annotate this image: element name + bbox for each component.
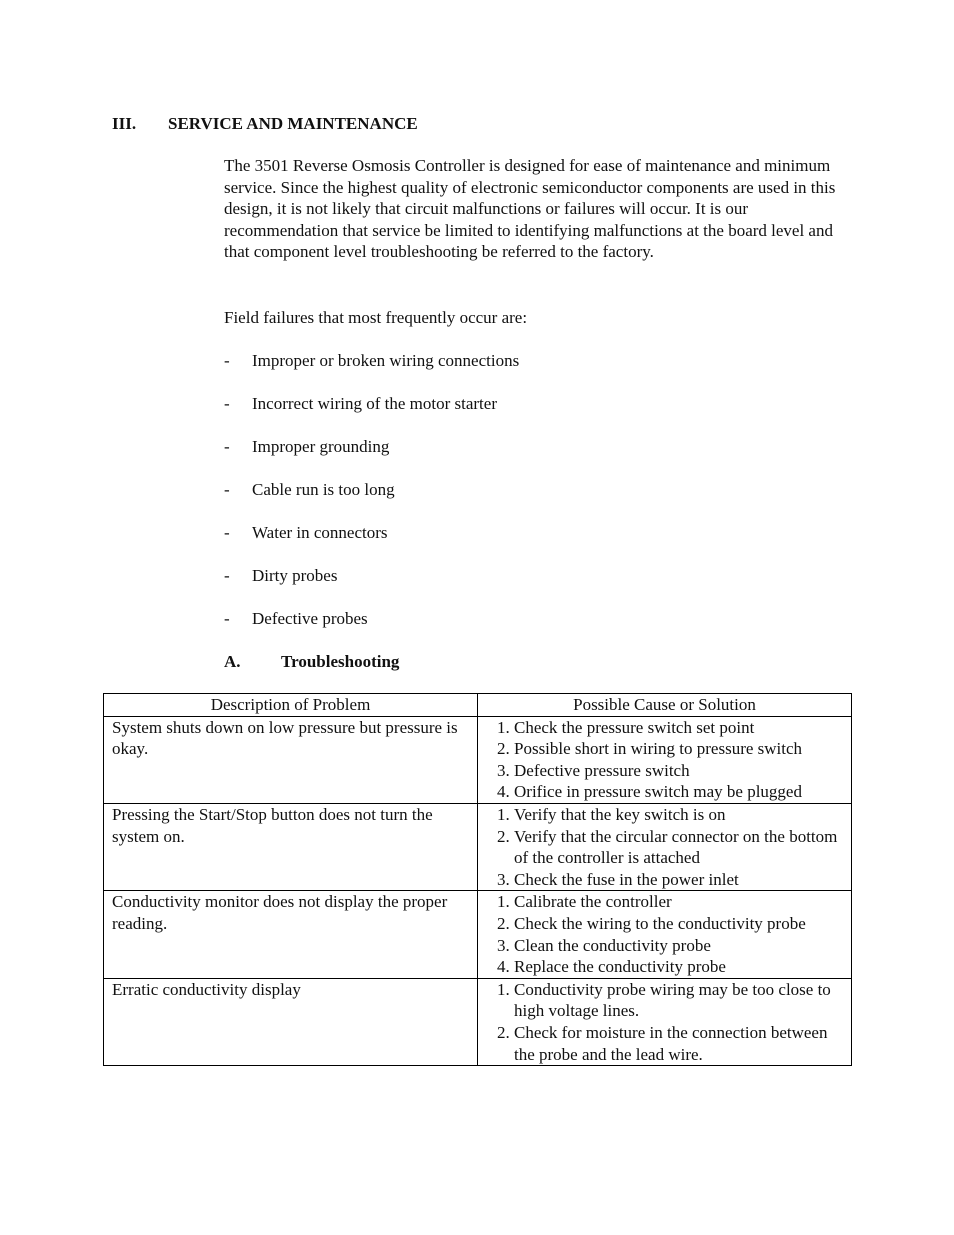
- solution-item: 3. Clean the conductivity probe: [514, 935, 847, 957]
- section-number: III.: [112, 114, 137, 133]
- subsection-number: A.: [224, 652, 241, 671]
- solution-list: [478, 804, 851, 890]
- solution-cell: [478, 803, 852, 890]
- solution-item: 1. Verify that the key switch is on: [514, 804, 847, 826]
- solution-cell: [478, 891, 852, 978]
- troubleshooting-table: [103, 693, 852, 1066]
- failure-text: Incorrect wiring of the motor starter: [252, 393, 497, 413]
- solution-list: [478, 979, 851, 1065]
- column-header-problem: Description of Problem: [104, 694, 478, 717]
- failure-text: Improper grounding: [252, 436, 390, 456]
- field-failures-intro: Field failures that most frequently occur are:: [224, 308, 528, 327]
- failure-marker: -: [224, 393, 230, 413]
- solution-item: 3. Defective pressure switch: [514, 760, 847, 782]
- solution-list: [478, 717, 851, 803]
- table-row: [104, 716, 852, 803]
- solution-item: 2. Verify that the circular connector on the bottom of the controller is attached: [514, 826, 847, 869]
- solution-item: 2. Check for moisture in the connection between the probe and the lead wire.: [514, 1022, 847, 1065]
- failure-text: Cable run is too long: [252, 479, 395, 499]
- solution-cell: [478, 716, 852, 803]
- failure-marker: -: [224, 351, 230, 370]
- column-header-solution: Possible Cause or Solution: [478, 694, 852, 717]
- solution-item: 2. Possible short in wiring to pressure switch: [514, 738, 847, 760]
- solution-item: 2. Check the wiring to the conductivity probe: [514, 913, 847, 935]
- table-header-row: [104, 694, 852, 717]
- failure-marker: -: [224, 565, 230, 585]
- solution-item: 1. Conductivity probe wiring may be too close to high voltage lines.: [514, 979, 847, 1022]
- solution-cell: [478, 978, 852, 1065]
- table-row: [104, 891, 852, 978]
- failure-marker: -: [224, 436, 230, 456]
- solution-item: 1. Calibrate the controller: [514, 891, 847, 913]
- solution-list: [478, 891, 851, 977]
- problem-cell: Pressing the Start/Stop button does not turn the system on.: [104, 803, 478, 890]
- failure-marker: -: [224, 608, 230, 628]
- table-row: [104, 803, 852, 890]
- solution-item: 3. Check the fuse in the power inlet: [514, 869, 847, 891]
- failure-marker: -: [224, 522, 230, 542]
- problem-cell: Conductivity monitor does not display the proper reading.: [104, 891, 478, 978]
- solution-item: 1. Check the pressure switch set point: [514, 717, 847, 739]
- intro-paragraph: The 3501 Reverse Osmosis Controller is designed for ease of maintenance and minimum service. Since the highest quality of electronic semiconductor components are used in this design, it is not likely that circuit malfunctions or failures will occur. It is our recommendation that service be limited to identifying malfunctions at the board level and that component level troubleshooting be referred to the factory.: [224, 156, 836, 262]
- problem-cell: System shuts down on low pressure but pressure is okay.: [104, 716, 478, 803]
- section-heading: [112, 113, 418, 135]
- subsection-heading: [224, 651, 399, 673]
- failure-text: Improper or broken wiring connections: [252, 351, 520, 370]
- solution-item: 4. Orifice in pressure switch may be plugged: [514, 781, 847, 803]
- problem-cell: Erratic conductivity display: [104, 978, 478, 1065]
- subsection-title: Troubleshooting: [281, 652, 400, 671]
- failure-marker: -: [224, 479, 230, 499]
- failure-text: Water in connectors: [252, 522, 388, 542]
- solution-item: 4. Replace the conductivity probe: [514, 956, 847, 978]
- section-title: SERVICE AND MAINTENANCE: [168, 114, 418, 133]
- failure-text: Dirty probes: [252, 565, 338, 585]
- failure-text: Defective probes: [252, 608, 368, 628]
- table-row: [104, 978, 852, 1065]
